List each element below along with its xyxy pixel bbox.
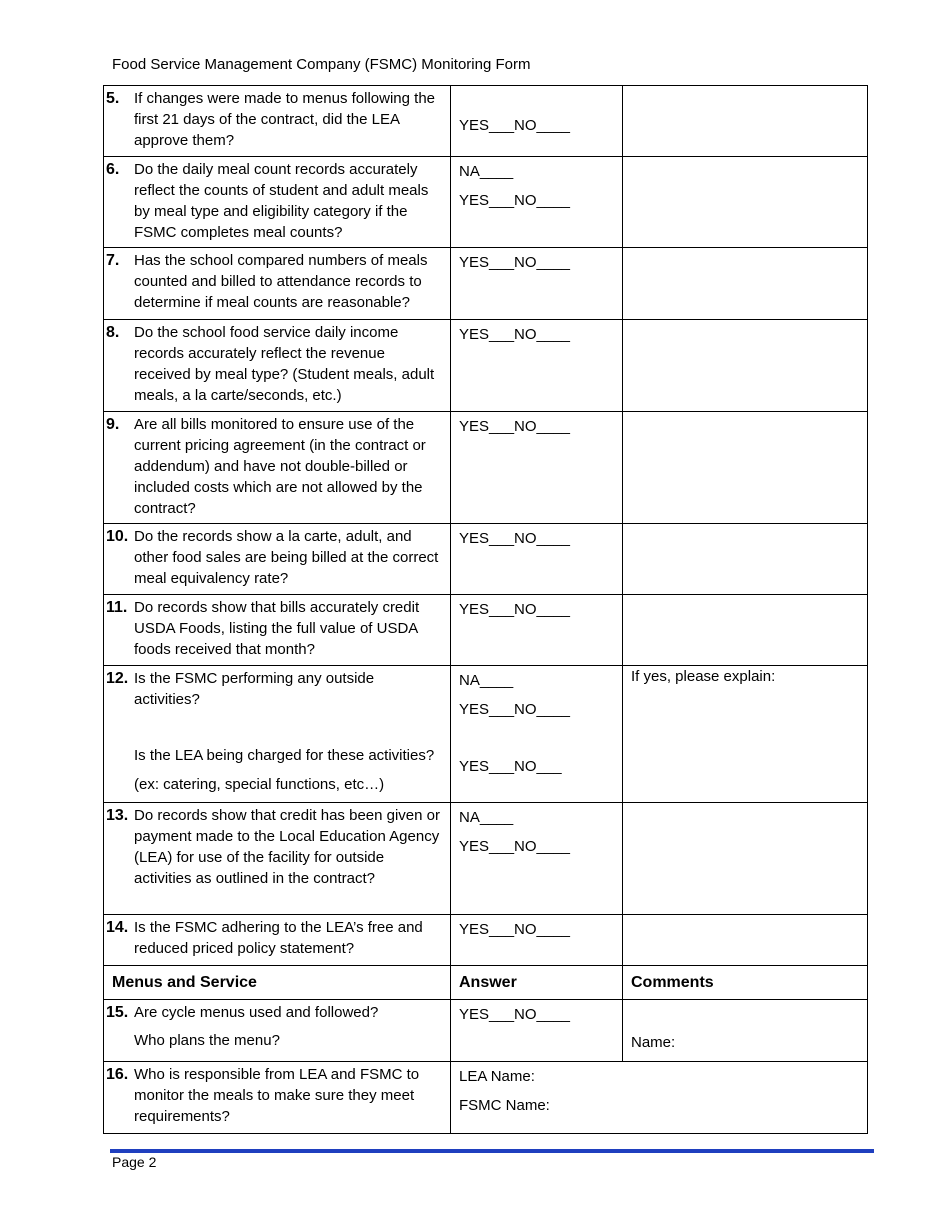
question-number: 8. <box>106 324 120 341</box>
question-number: 11. <box>106 599 128 616</box>
question-row-7 <box>104 248 868 320</box>
answer-na[interactable]: NA____ <box>459 672 514 689</box>
comment-cell[interactable] <box>623 412 867 428</box>
question-text: Has the school compared numbers of meals counted and billed to attendance records to determine if meal counts are reasonable? <box>134 252 428 311</box>
question-subtext: Is the LEA being charged for these activities? <box>134 747 435 764</box>
question-number: 12. <box>106 670 129 687</box>
question-row-9 <box>104 412 868 524</box>
comment-cell[interactable] <box>623 595 867 611</box>
column-header-comments: Comments <box>623 966 868 1000</box>
comment-cell[interactable] <box>623 248 867 264</box>
question-number: 9. <box>106 416 120 433</box>
comment-cell[interactable] <box>623 524 867 540</box>
answer-yes-no[interactable]: YES___NO____ <box>459 254 570 271</box>
question-number: 7. <box>106 252 120 269</box>
question-row-8 <box>104 320 868 412</box>
question-number: 6. <box>106 161 120 178</box>
question-text: If changes were made to menus following the first 21 days of the contract, did the LEA approve them? <box>134 90 436 149</box>
question-text: Are cycle menus used and followed? <box>134 1004 379 1021</box>
answer-yes-no[interactable]: YES___NO____ <box>459 117 570 134</box>
answer-yes-no[interactable]: YES___NO____ <box>459 921 570 938</box>
question-text: Is the FSMC adhering to the LEA’s free and reduced priced policy statement? <box>134 919 423 957</box>
monitoring-form-table <box>103 85 868 1134</box>
answer-yes-no-charged[interactable]: YES___NO___ <box>459 758 562 775</box>
answer-yes-no[interactable]: YES___NO____ <box>459 601 570 618</box>
footer-divider <box>110 1149 874 1153</box>
question-text: Are all bills monitored to ensure use of the current pricing agreement (in the contract or addendum) and have not double-billed or included costs which are not allowed by the contract? <box>134 416 426 517</box>
question-number: 16. <box>106 1066 129 1083</box>
question-text: Do records show that bills accurately credit USDA Foods, listing the full value of USDA foods received that month? <box>134 599 420 658</box>
comment-cell[interactable]: If yes, please explain: <box>631 668 776 685</box>
question-row-11 <box>104 595 868 666</box>
comment-cell[interactable] <box>623 803 867 819</box>
question-number: 5. <box>106 90 120 107</box>
question-row-16 <box>104 1062 868 1134</box>
answer-yes-no[interactable]: YES___NO____ <box>459 418 570 435</box>
answer-yes-no[interactable]: YES___NO____ <box>459 1006 570 1023</box>
question-text: Do the daily meal count records accurately reflect the counts of student and adult meals by meal type and eligibility category if the FSMC completes meal counts? <box>134 161 429 241</box>
question-number: 13. <box>106 807 129 824</box>
question-text: Do records show that credit has been given or payment made to the Local Education Agency (LEA) for use of the facility for outside activities as outlined in the contract? <box>134 807 440 887</box>
question-number: 15. <box>106 1004 129 1021</box>
comment-cell[interactable] <box>623 915 867 931</box>
question-number: 10. <box>106 528 129 545</box>
answer-yes-no[interactable]: YES___NO____ <box>459 530 570 547</box>
comment-cell[interactable] <box>623 86 867 102</box>
question-row-14 <box>104 915 868 966</box>
comment-name-field[interactable]: Name: <box>631 1034 676 1051</box>
question-row-13 <box>104 803 868 915</box>
lea-name-field[interactable]: LEA Name: <box>459 1068 535 1085</box>
section-title: Menus and Service <box>104 966 451 1000</box>
comment-cell[interactable] <box>623 320 867 336</box>
answer-yes-no[interactable]: YES___NO____ <box>459 326 570 343</box>
question-note: (ex: catering, special functions, etc…) <box>134 776 385 793</box>
question-row-5 <box>104 86 868 157</box>
form-header-title: Food Service Management Company (FSMC) Monitoring Form <box>112 56 531 73</box>
answer-yes-no[interactable]: YES___NO____ <box>459 701 570 718</box>
section-header-row <box>104 966 868 1000</box>
question-text: Who is responsible from LEA and FSMC to monitor the meals to make sure they meet requirements? <box>134 1066 420 1125</box>
answer-na[interactable]: NA____ <box>459 809 514 826</box>
question-text: Do the records show a la carte, adult, and other food sales are being billed at the correct meal equivalency rate? <box>134 528 439 587</box>
question-row-10 <box>104 524 868 595</box>
question-text: Do the school food service daily income records accurately reflect the revenue received by meal type? (Student meals, adult meals, a la carte/seconds, etc.) <box>134 324 435 404</box>
answer-yes-no[interactable]: YES___NO____ <box>459 192 570 209</box>
column-header-answer: Answer <box>451 966 623 1000</box>
page-number: Page 2 <box>112 1154 157 1170</box>
question-row-6 <box>104 157 868 248</box>
question-text: Is the FSMC performing any outside activities? <box>134 670 375 708</box>
answer-na[interactable]: NA____ <box>459 163 514 180</box>
comment-cell[interactable] <box>623 157 867 173</box>
question-subtext: Who plans the menu? <box>134 1032 280 1049</box>
question-row-15 <box>104 1000 868 1062</box>
answer-yes-no[interactable]: YES___NO____ <box>459 838 570 855</box>
question-row-12 <box>104 666 868 803</box>
question-number: 14. <box>106 919 129 936</box>
fsmc-name-field[interactable]: FSMC Name: <box>459 1097 550 1114</box>
